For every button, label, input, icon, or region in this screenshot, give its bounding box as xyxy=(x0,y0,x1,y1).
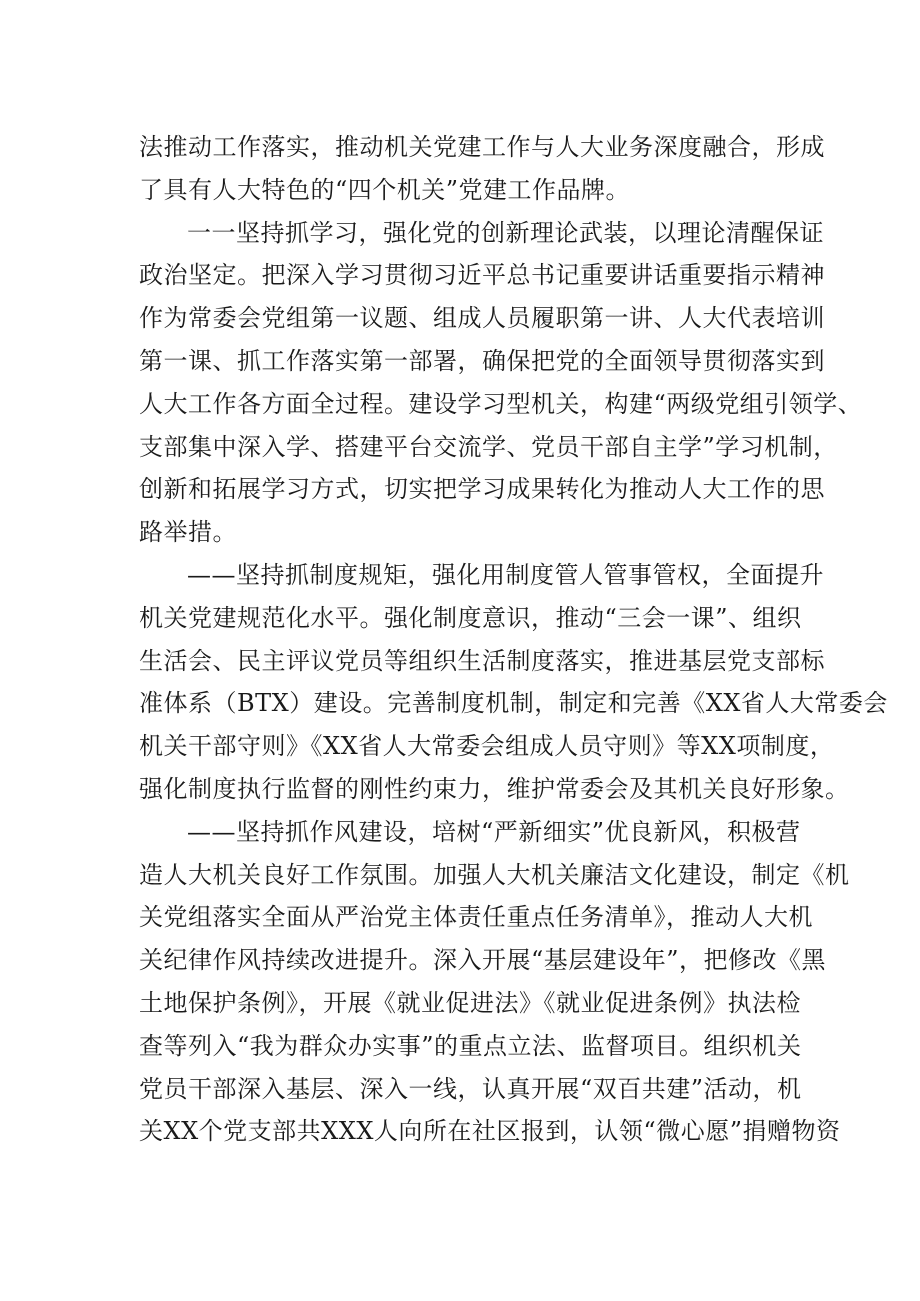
text-line: 准体系（BTX）建设。完善制度机制，制定和完善《XX省人大常委会 xyxy=(139,689,888,718)
text-line: 政治坚定。把深入学习贯彻习近平总书记重要讲话重要指示精神 xyxy=(139,261,825,290)
text-line: 支部集中深入学、搭建平台交流学、党员干部自主学”学习机制， xyxy=(139,432,838,461)
text-line: 党员干部深入基层、深入一线，认真开展“双百共建”活动，机 xyxy=(139,1074,802,1103)
text-line: 第一课、抓工作落实第一部署，确保把党的全面领导贯彻落实到 xyxy=(139,346,825,375)
text-line: 创新和拓展学习方式，切实把学习成果转化为推动人大工作的思 xyxy=(139,475,825,504)
text-line: 路举措。 xyxy=(139,518,237,547)
text-line: 了具有人大特色的“四个机关”党建工作品牌。 xyxy=(139,175,631,204)
text-line: 法推动工作落实，推动机关党建工作与人大业务深度融合，形成 xyxy=(139,133,825,161)
paragraph-3 xyxy=(139,554,888,811)
text-line: ——坚持抓制度规矩，强化用制度管人管事管权，全面提升 xyxy=(187,560,824,589)
text-line: 机关党建规范化水平。强化制度意识，推动“三会一课”、组织 xyxy=(139,603,802,632)
text-line: 生活会、民主评议党员等组织生活制度落实，推进基层党支部标 xyxy=(139,646,825,675)
text-line: 关党组落实全面从严治党主体责任重点任务清单》，推动人大机 xyxy=(139,903,813,932)
text-line: 关纪律作风持续改进提升。深入开展“基层建设年”，把修改《黑 xyxy=(139,946,827,975)
text-line: ——坚持抓作风建设，培树“严新细实”优良新风，积极营 xyxy=(187,817,801,846)
text-line: 关XX个党支部共XXX人向所在社区报到，认领“微心愿”捐赠物资 xyxy=(139,1117,841,1146)
text-line: 土地保护条例》，开展《就业促进法》《就业促进条例》执法检 xyxy=(139,988,801,1017)
text-line: 强化制度执行监督的刚性约束力，维护常委会及其机关良好形象。 xyxy=(139,774,850,803)
paragraph-2 xyxy=(139,212,863,554)
paragraph-1 xyxy=(139,126,825,212)
paragraph-4 xyxy=(139,811,850,1153)
text-line: 造人大机关良好工作氛围。加强人大机关廉洁文化建设，制定《机 xyxy=(139,860,850,889)
text-line: 人大工作各方面全过程。建设学习型机关，构建“两级党组引领学、 xyxy=(139,389,863,418)
text-line: 作为常委会党组第一议题、组成人员履职第一讲、人大代表培训 xyxy=(139,304,825,333)
body-text xyxy=(139,126,888,1153)
text-line: 机关干部守则》《XX省人大常委会组成人员守则》等XX项制度， xyxy=(139,732,835,761)
text-line: 一一坚持抓学习，强化党的创新理论武装，以理论清醒保证 xyxy=(187,218,824,247)
text-line: 查等列入“我为群众办实事”的重点立法、监督项目。组织机关 xyxy=(139,1031,802,1060)
